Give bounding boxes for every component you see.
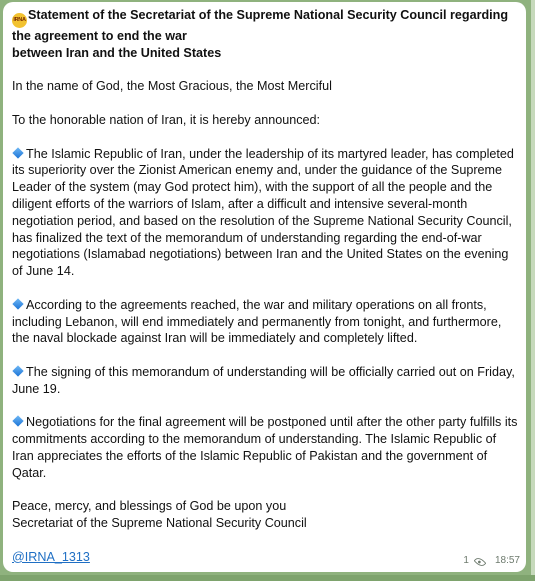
point-text: Negotiations for the final agreement will be postponed until after the other party fulfills its commitments according to the memorandum of understanding. The Islamic Republic of Iran appreciates the efforts of the Islamic Republic of Pakistan and the government of Qatar. xyxy=(12,415,518,480)
point-item xyxy=(12,146,520,280)
channel-handle-row xyxy=(12,549,520,566)
irna-channel-avatar-icon: IRNA xyxy=(12,13,27,28)
point-item xyxy=(12,364,520,398)
eye-icon xyxy=(474,555,487,568)
chat-scrollbar[interactable] xyxy=(531,0,535,581)
message-bubble xyxy=(3,2,526,572)
point-text: The Islamic Republic of Iran, under the leadership of its martyred leader, has completed its superiority over the Zionist American enemy and, under the guidance of the Supreme Leader of the system (may God protect him), with the support of all the people and the diligent efforts of the warriors of Islam, after a difficult and intensive several-month negotiation period, and based on the resolution of the Supreme National Security Council, has finalized the text of the memorandum of understanding regarding the end-of-war negotiations (Islamabad negotiations) between Iran and the United States on the evening of June 14. xyxy=(12,146,514,279)
channel-handle-link[interactable]: @IRNA_1313 xyxy=(12,549,90,564)
blue-diamond-icon xyxy=(12,298,23,309)
title-line-2: between Iran and the United States xyxy=(12,45,222,60)
point-text: According to the agreements reached, the war and military operations on all fronts, including Lebanon, will end immediately and permanently from tonight, and furthermore, the naval blockade against Iran will be immediately and completely lifted. xyxy=(12,297,502,346)
blue-diamond-icon xyxy=(12,365,23,376)
closing-line-2: Secretariat of the Supreme National Security Council xyxy=(12,516,307,531)
point-item xyxy=(12,414,520,481)
address-text: To the honorable nation of Iran, it is hereby announced: xyxy=(12,112,321,127)
message-title xyxy=(12,7,520,45)
closing-line-1: Peace, mercy, and blessings of God be upon you xyxy=(12,499,287,514)
blue-diamond-icon xyxy=(12,147,23,158)
title-line-1: Statement of the Secretariat of the Supreme National Security Council regarding the agreement to end the war xyxy=(12,8,509,43)
message-meta xyxy=(463,553,520,570)
view-count: 1 xyxy=(463,555,469,567)
message-time: 18:57 xyxy=(494,555,520,567)
point-item xyxy=(12,297,520,347)
point-text: The signing of this memorandum of understanding will be officially carried out on Friday, June 19. xyxy=(12,364,515,396)
next-message-edge xyxy=(0,575,535,581)
greeting-text: In the name of God, the Most Gracious, the Most Merciful xyxy=(12,79,332,94)
blue-diamond-icon xyxy=(12,416,23,427)
